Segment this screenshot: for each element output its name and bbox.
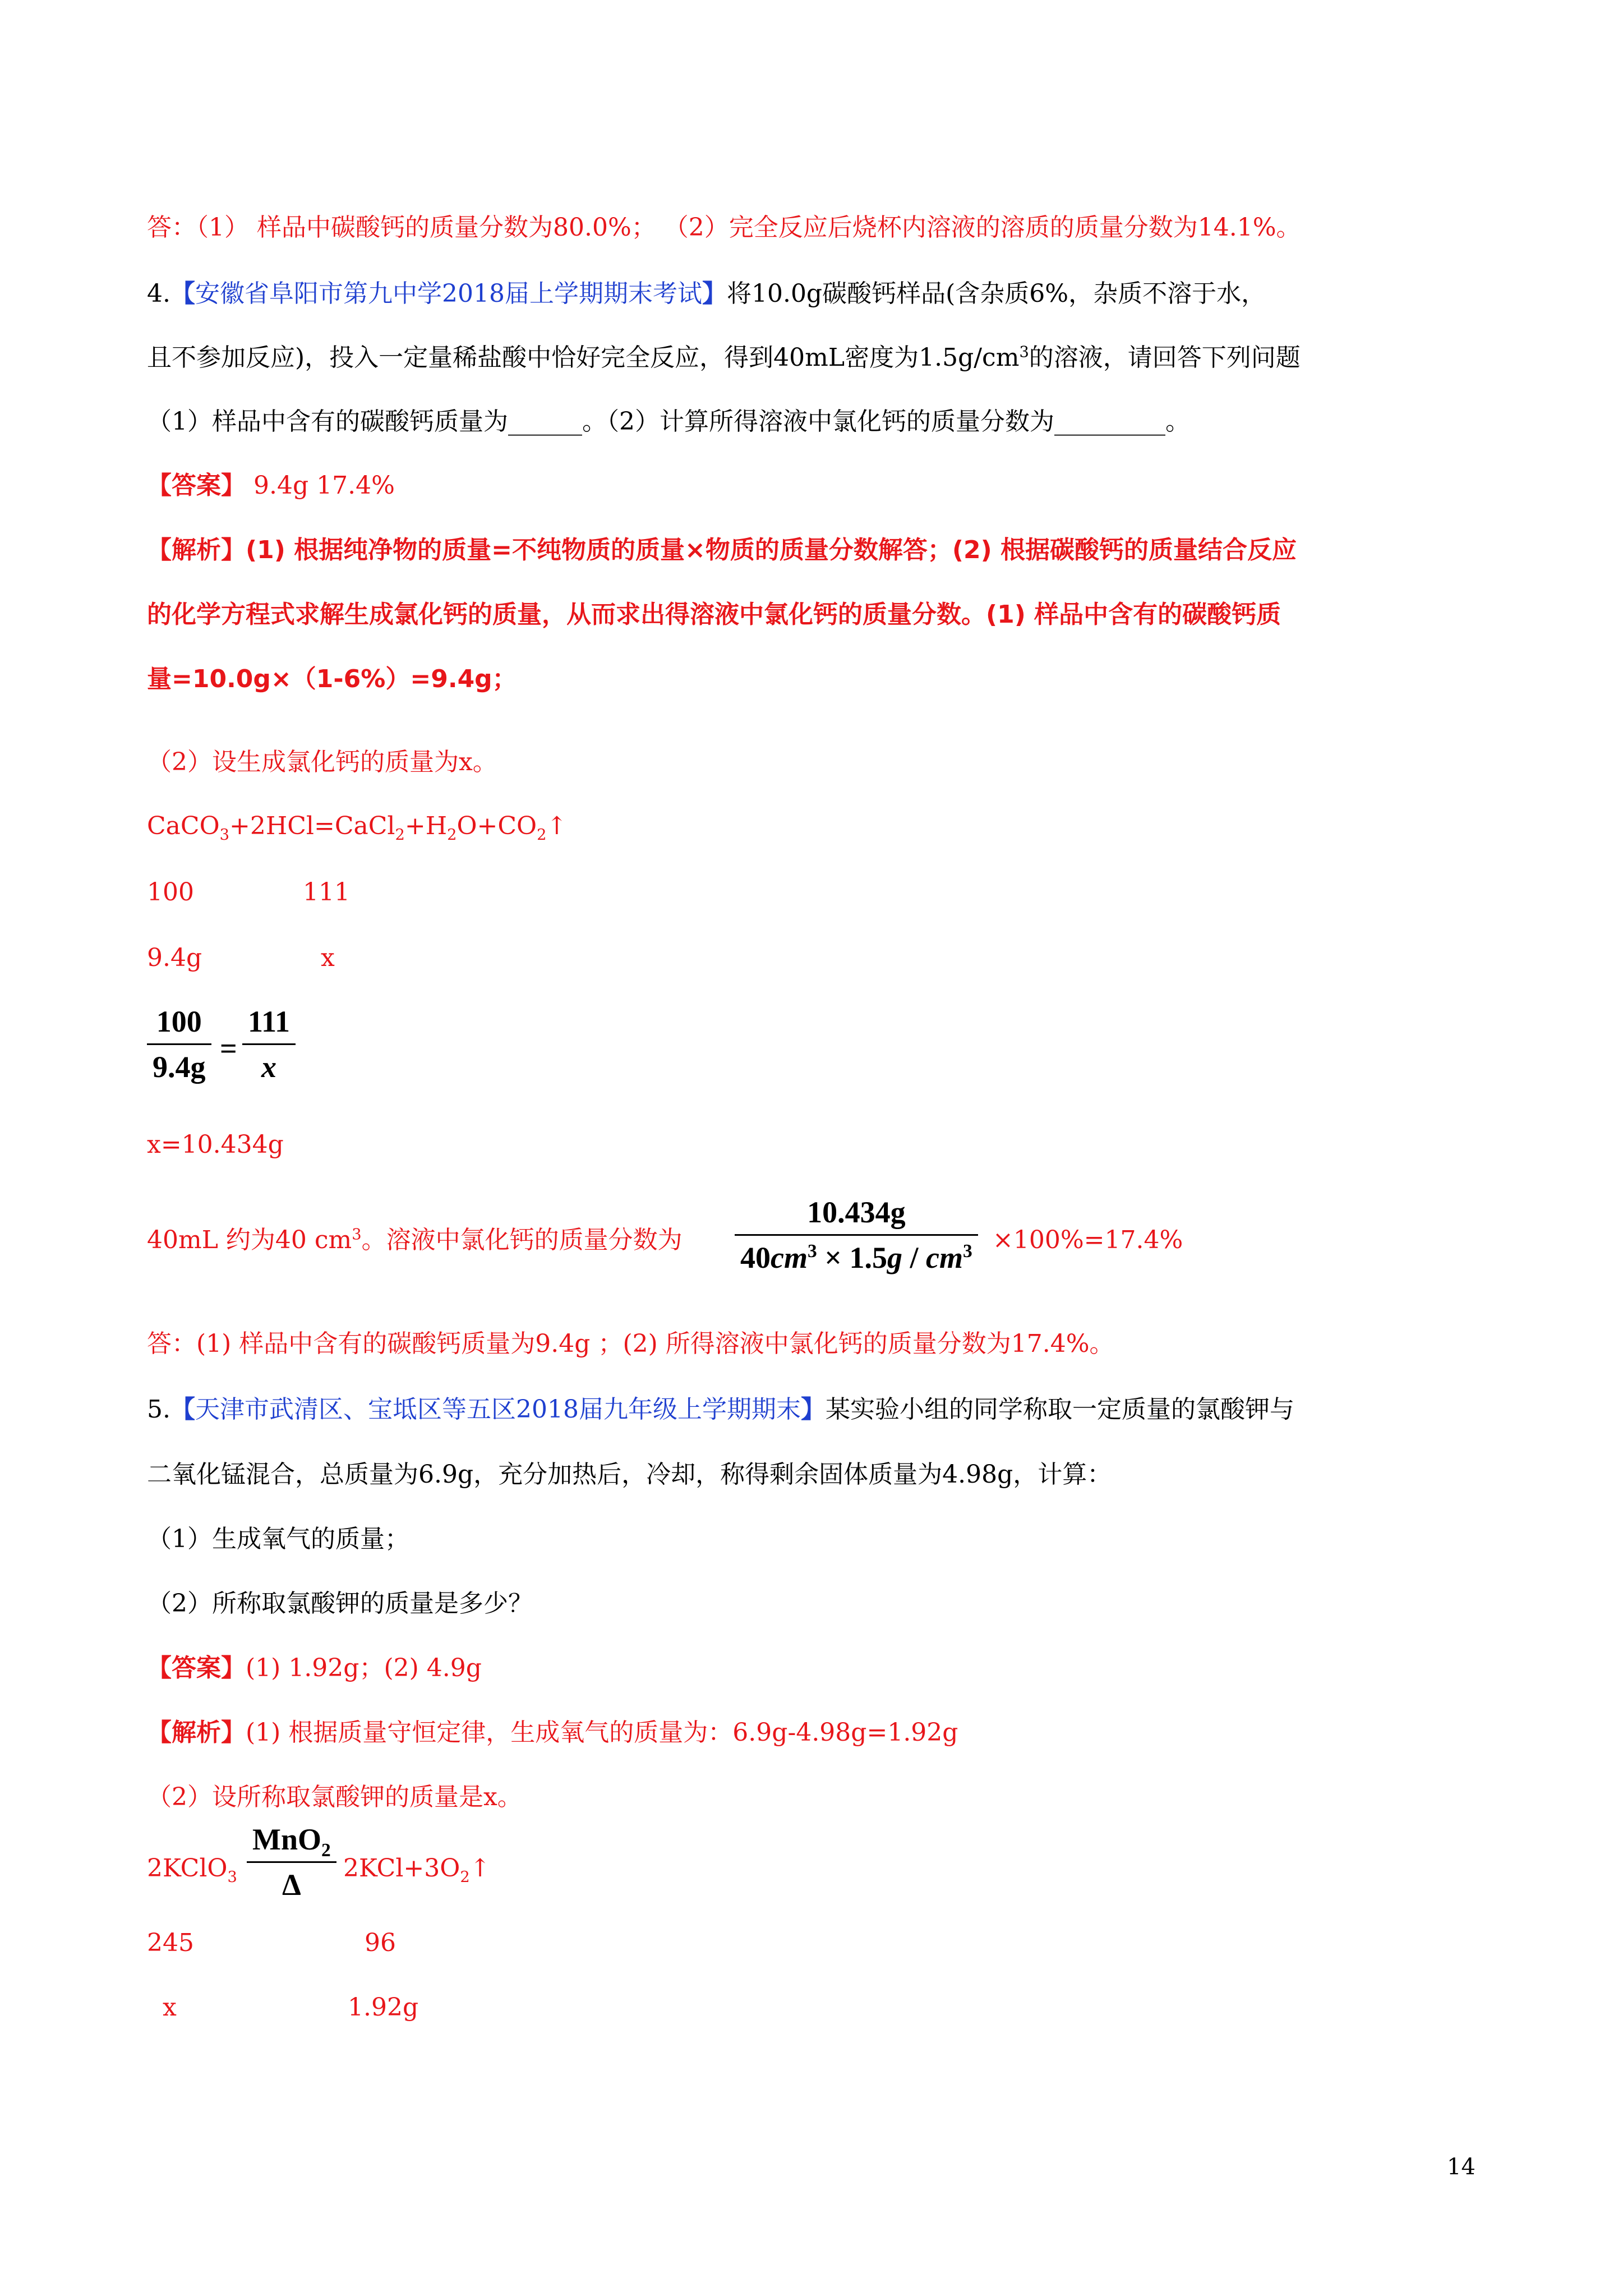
q4-x-result: x=10.434g [147, 1130, 284, 1159]
q4-ratio-2a: 9.4g [147, 944, 202, 972]
q4-analysis-3: 量=10.0g×（1-6%）=9.4g； [147, 665, 517, 693]
den-part: 40 [740, 1241, 771, 1274]
q5-stem-2: 二氧化锰混合，总质量为6.9g，充分加热后，冷却，称得剩余固体质量为4.98g，计算： [147, 1460, 1112, 1489]
q5-equation-right [343, 1854, 491, 1884]
eq-sub: 2 [395, 826, 405, 844]
q5-question-1: （1）生成氧气的质量； [147, 1525, 409, 1553]
den-part: / [902, 1241, 926, 1274]
q4-analysis-2: 的化学方程式求解生成氯化钙的质量，从而求出得溶液中氯化钙的质量分数。(1) 样品中含有的碳酸钙质 [147, 600, 1281, 629]
heat-symbol: Δ [282, 1868, 301, 1902]
den-sup: 3 [807, 1241, 817, 1262]
q4-source-close: 】 [702, 279, 727, 308]
q4-ratio-1a: 100 [147, 878, 194, 907]
q5-equation-left [147, 1854, 237, 1884]
q5-ratio-2a: x [163, 1993, 177, 2022]
q5-question-2: （2）所称取氯酸钾的质量是多少？ [147, 1589, 533, 1618]
q4-final-answer: 答：(1) 样品中含有的碳酸钙质量为9.4g ；(2) 所得溶液中氯化钙的质量分数为17.4%。 [147, 1329, 1114, 1358]
q4-source: 安徽省阜阳市第九中学2018届上学期期末考试 [195, 279, 702, 308]
catalyst-formula: MnO [252, 1823, 322, 1856]
q4-stem-2-text: 且不参加反应)，投入一定量稀盐酸中恰好完全反应，得到40mL密度为1.5g/cm [147, 343, 1020, 372]
eq-sub: 2 [537, 826, 547, 844]
q4-stem-1: 将10.0g碳酸钙样品(含杂质6%，杂质不溶于水， [726, 279, 1266, 308]
q5-answer-tag: 【答案】 [147, 1654, 246, 1682]
q5-analysis [147, 1718, 958, 1748]
q4-set-x: （2）设生成氯化钙的质量为x。 [147, 748, 497, 776]
conc-mid: 。溶液中氯化钙的质量分数为 [361, 1226, 683, 1254]
q4-answer [147, 471, 395, 501]
eq-sub: 3 [219, 826, 229, 844]
q4-header [147, 279, 1266, 309]
eq-sub: 2 [447, 826, 457, 844]
q4-equation [147, 812, 568, 844]
q4-fraction-right [242, 1004, 296, 1084]
fraction-bar [147, 1043, 211, 1045]
fraction-numerator: 10.434g [807, 1195, 906, 1229]
q4-concentration-line [147, 1226, 683, 1255]
fraction-numerator: 111 [248, 1005, 291, 1038]
q5-analysis-tag: 【解析】 [147, 1718, 246, 1747]
eq-part: O+CO [457, 812, 537, 840]
den-part: g [887, 1241, 902, 1274]
conc-sup: 3 [352, 1226, 362, 1244]
q4-stem-2-end: 的溶液，请回答下列问题 [1029, 343, 1301, 372]
q5-analysis-text: (1) 根据质量守恒定律，生成氧气的质量为：6.9g-4.98g=1.92g [246, 1718, 958, 1747]
q4-fraction-left [147, 1004, 211, 1084]
q5-ratio-1b: 96 [365, 1929, 396, 1957]
q5-source-close: 】 [800, 1395, 826, 1424]
den-part: cm [926, 1241, 963, 1274]
eq-sub: 2 [460, 1868, 470, 1886]
q5-ratio-1a: 245 [147, 1929, 194, 1957]
eq-part: 2KClO [147, 1854, 228, 1883]
catalyst-sub: 2 [321, 1839, 331, 1861]
fraction-denominator: 9.4g [153, 1050, 206, 1084]
q4-stem-3: （1）样品中含有的碳酸钙质量为______。（2）计算所得溶液中氯化钙的质量分数为_________。 [147, 407, 1190, 436]
q4-source-open: 【 [170, 279, 195, 308]
reaction-bar [247, 1861, 336, 1863]
q4-answer-tag: 【答案】 [147, 471, 246, 500]
q4-analysis-1: 【解析】(1) 根据纯净物的质量=不纯物质的质量×物质的质量分数解答；(2) 根据碳酸钙的质量结合反应 [147, 536, 1297, 564]
q5-set-x: （2）设所称取氯酸钾的质量是x。 [147, 1783, 522, 1811]
fraction-denominator [735, 1240, 978, 1275]
catalyst [247, 1822, 336, 1861]
den-part: × 1.5 [817, 1241, 887, 1274]
eq-part: +2HCl=CaCl [229, 812, 395, 840]
fraction-numerator: 100 [156, 1005, 202, 1038]
den-part: cm [771, 1241, 808, 1274]
gas-arrow: ↑ [469, 1854, 491, 1883]
q4-answer-text: 9.4g 17.4% [246, 471, 395, 500]
page-number: 14 [1447, 2154, 1476, 2180]
q5-header [147, 1395, 1294, 1425]
den-sup: 3 [963, 1241, 972, 1262]
fraction-bar [242, 1043, 296, 1045]
q5-source-open: 【 [170, 1395, 195, 1424]
gas-arrow: ↑ [546, 812, 568, 840]
previous-answer-line: 答：（1） 样品中碳酸钙的质量分数为80.0%； （2）完全反应后烧杯内溶液的溶质的质量分数为14.1%。 [147, 213, 1301, 242]
eq-part: 2KCl+3O [343, 1854, 460, 1883]
eq-part: +H [404, 812, 448, 840]
fraction-bar [735, 1234, 978, 1236]
conc-pre: 40mL 约为40 cm [147, 1226, 352, 1254]
q5-stem-1: 某实验小组的同学称取一定质量的氯酸钾与 [825, 1395, 1294, 1424]
q4-stem-2 [147, 343, 1301, 373]
q4-stem-2-sup: 3 [1019, 343, 1029, 361]
q4-equals-sign: = [220, 1032, 237, 1065]
q5-answer [147, 1654, 482, 1683]
eq-part: CaCO [147, 812, 220, 840]
fraction-denominator: x [261, 1050, 277, 1084]
q5-answer-text: (1) 1.92g；(2) 4.9g [246, 1654, 482, 1682]
q4-concentration-fraction [735, 1195, 978, 1275]
q5-number: 5. [147, 1395, 170, 1424]
q5-source: 天津市武清区、宝坻区等五区2018届九年级上学期期末 [195, 1395, 801, 1424]
eq-sub: 3 [227, 1868, 237, 1886]
q4-ratio-2b: x [321, 944, 335, 972]
q4-concentration-result: ×100%=17.4% [993, 1226, 1183, 1254]
q4-number: 4. [147, 279, 170, 308]
q4-ratio-1b: 111 [303, 878, 350, 907]
q5-reaction-condition [247, 1822, 336, 1902]
q5-ratio-2b: 1.92g [348, 1993, 419, 2022]
